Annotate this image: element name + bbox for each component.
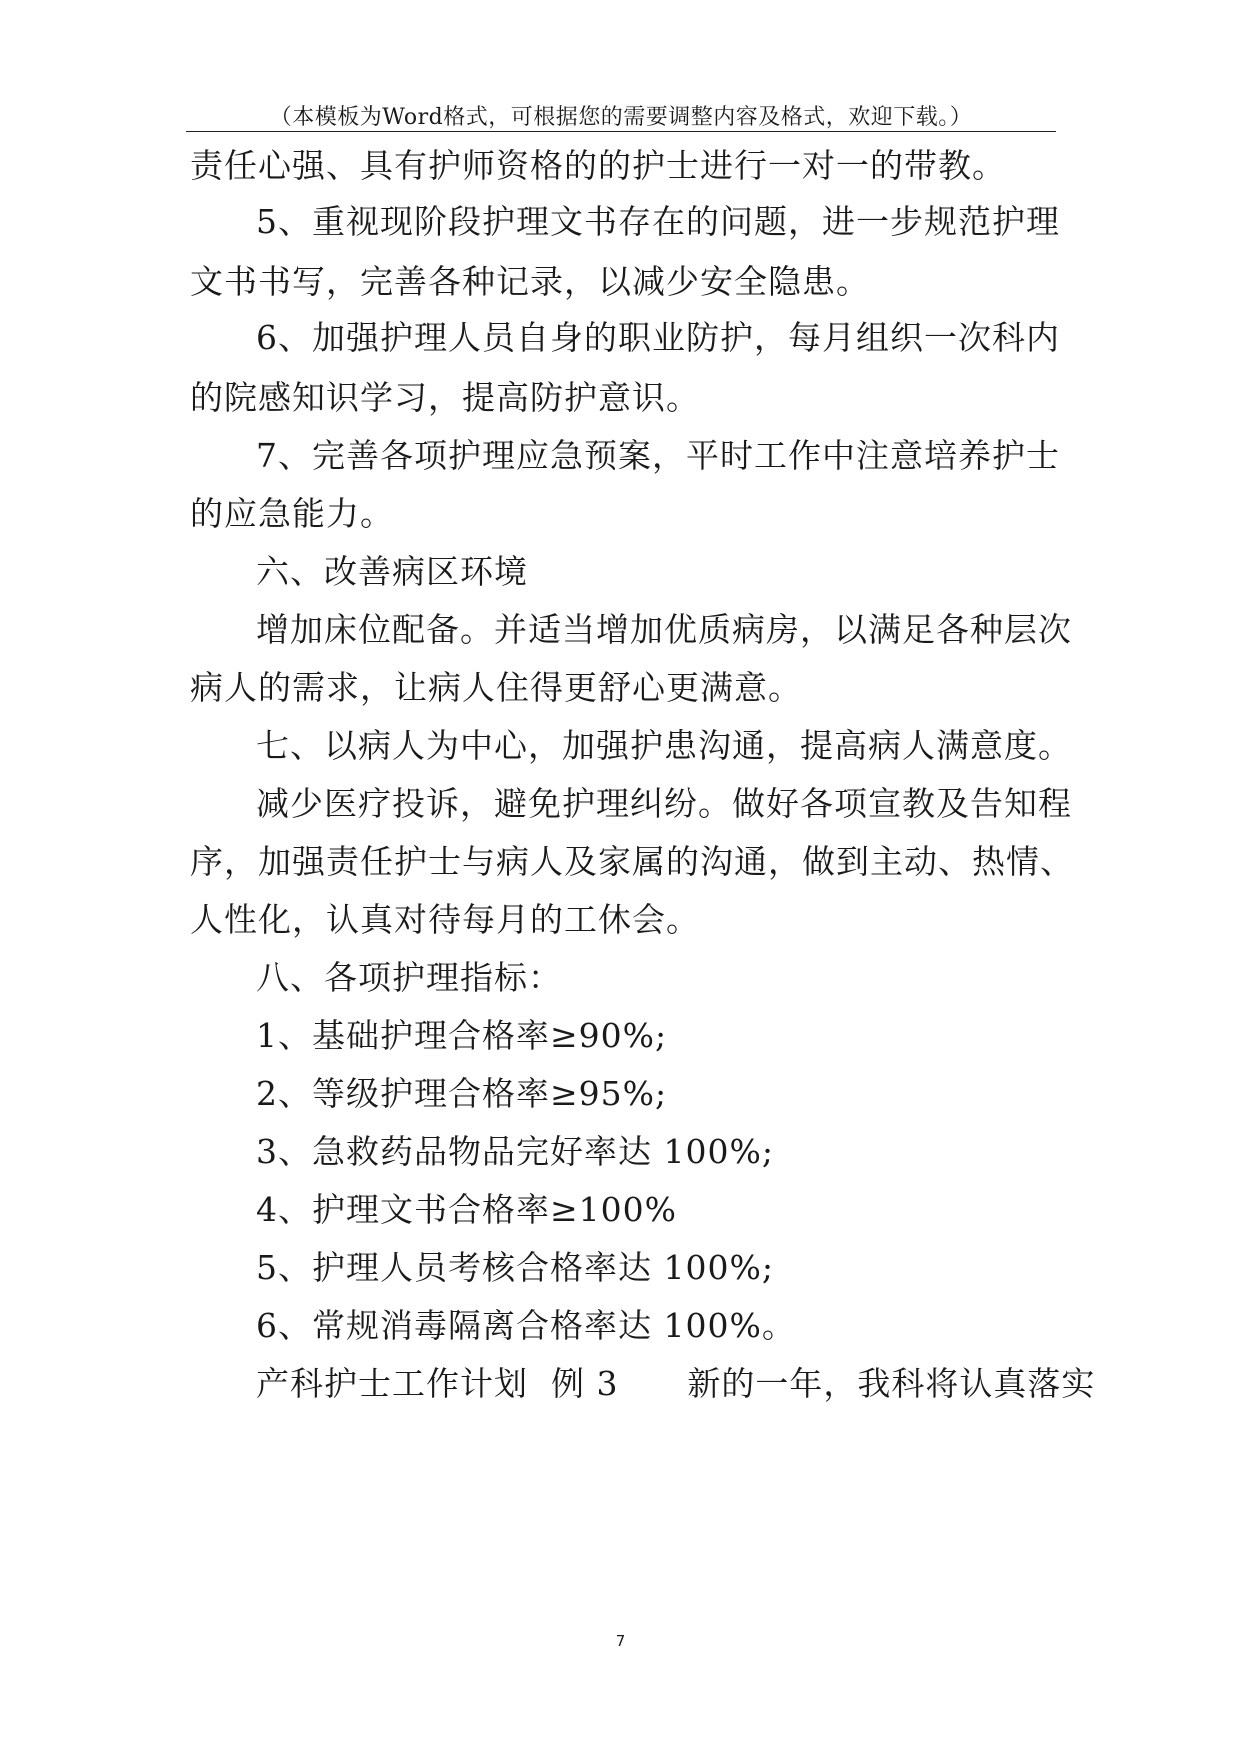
body-line-12: 减少医疗投诉，避免护理纠纷。做好各项宣教及告知程: [256, 784, 1072, 823]
body-line-13: 序，加强责任护士与病人及家属的沟通，做到主动、热情、: [190, 842, 1074, 881]
body-line-14: 人性化，认真对待每月的工休会。: [190, 900, 700, 939]
indicator-item-3: 3、急救药品物品完好率达 100%;: [256, 1132, 774, 1171]
header-divider: [186, 131, 1056, 132]
section-heading-six: 六、改善病区环境: [256, 552, 528, 591]
body-line-3: 文书书写，完善各种记录，以减少安全隐患。: [190, 262, 870, 301]
body-line-5: 的院感知识学习，提高防护意识。: [190, 378, 700, 417]
template-header-note: （本模板为Word格式，可根据您的需要调整内容及格式，欢迎下载。）: [269, 105, 973, 130]
indicator-item-5: 5、护理人员考核合格率达 100%;: [256, 1248, 774, 1287]
body-line-10: 病人的需求，让病人住得更舒心更满意。: [190, 668, 802, 707]
body-line-7: 的应急能力。: [190, 494, 394, 533]
body-line-6: 7、完善各项护理应急预案，平时工作中注意培养护士: [256, 436, 1060, 475]
body-line-1: 责任心强、具有护师资格的的护士进行一对一的带教。: [190, 146, 1006, 185]
page-number: 7: [615, 1632, 626, 1650]
section-heading-eight: 八、各项护理指标：: [256, 958, 562, 997]
body-line-9: 增加床位配备。并适当增加优质病房，以满足各种层次: [256, 610, 1072, 649]
body-line-4: 6、加强护理人员自身的职业防护，每月组织一次科内: [256, 318, 1060, 357]
indicator-item-4: 4、护理文书合格率≥100%: [256, 1190, 677, 1229]
body-line-2: 5、重视现阶段护理文书存在的问题，进一步规范护理: [256, 202, 1060, 241]
indicator-item-2: 2、等级护理合格率≥95%;: [256, 1074, 668, 1113]
section-heading-seven: 七、以病人为中心，加强护患沟通，提高病人满意度。: [256, 726, 1072, 765]
next-section-line: 产科护士工作计划 例 3 新的一年，我科将认真落实: [256, 1364, 1096, 1403]
indicator-item-6: 6、常规消毒隔离合格率达 100%。: [256, 1306, 796, 1345]
indicator-item-1: 1、基础护理合格率≥90%;: [256, 1016, 668, 1055]
